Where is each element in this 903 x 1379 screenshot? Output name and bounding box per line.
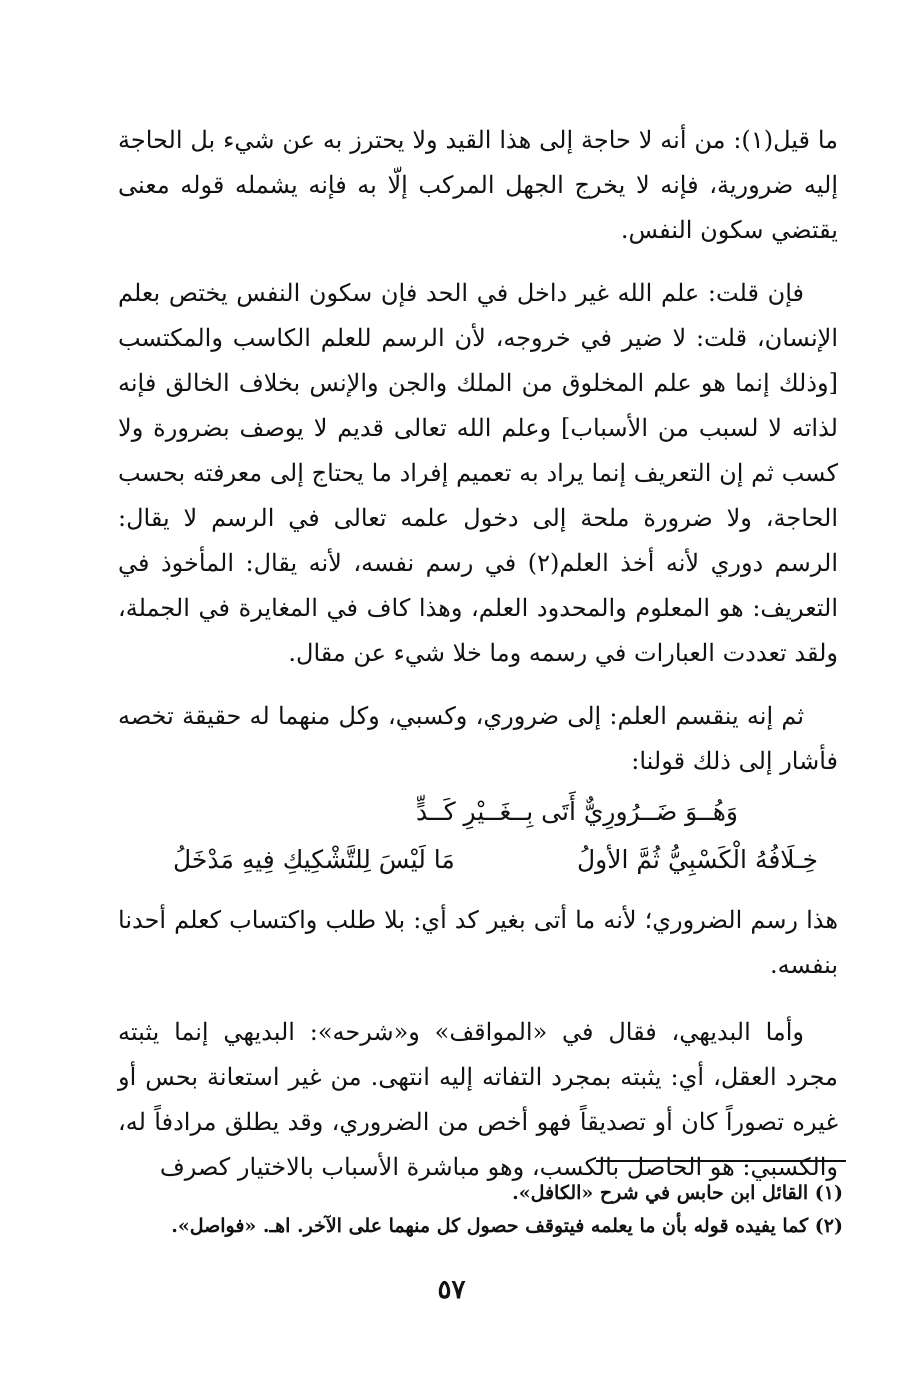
verse-line-2-left: مَا لَيْسَ لِلتَّشْكِيكِ فِيهِ مَدْخَلُ	[173, 845, 455, 874]
paragraph-4: هذا رسم الضروري؛ لأنه ما أتى بغير كد أي: بلا طلب واكتساب كعلم أحدنا بنفسه.	[118, 906, 838, 979]
paragraph-2: فإن قلت: علم الله غير داخل في الحد فإن سكون النفس يختص بعلم الإنسان، قلت: لا ضير في خروجه، لأن الرسم للعلم الكاسب والمكتسب [وذلك إنما هو علم المخلوق من الملك والجن والإنس بخلاف الخالق فإنه لذاته لا لسبب من الأسباب] وعلم الله تعالى قديم لا يوصف بضرورة ولا كسب ثم إن التعريف إنما يراد به تعميم إفراد ما يحتاج إلى معرفته بحسب الحاجة، ولا ضرورة ملحة إلى دخول علمه تعالى في الرسم لا يقال: الرسم دوري لأنه أخذ العلم(٢) في رسم نفسه، لأنه يقال: المأخوذ في التعريف: هو المعلوم والمحدود العلم، وهذا كاف في المغايرة في الجملة، ولقد تعددت العبارات في رسمه وما خلا شيء عن مقال.	[118, 279, 839, 667]
footnotes	[120, 1177, 843, 1243]
verse-block	[118, 788, 838, 884]
verse-line-1	[118, 788, 838, 836]
paragraph-3: ثم إنه ينقسم العلم: إلى ضروري، وكسبي، وكل منهما له حقيقة تخصه فأشار إلى ذلك قولنا:	[118, 702, 838, 775]
paragraph-1: ما قيل(١): من أنه لا حاجة إلى هذا القيد ولا يحترز به عن شيء بل الحاجة إليه ضرورية، فإنه لا يخرج الجهل المركب إلّا به فإنه يشمله قوله معنى يقتضي سكون النفس.	[118, 126, 838, 244]
footnote-divider	[596, 1160, 846, 1162]
footnote-1: (١) القائل ابن حابس في شرح «الكافل».	[512, 1182, 843, 1204]
main-text	[118, 118, 838, 1208]
footnote-2: (٢) كما يفيده قوله بأن ما يعلمه فيتوقف حصول كل منهما على الآخر. اهـ. «فواصل».	[171, 1215, 843, 1237]
verse-line-1-text: وَهُــوَ ضَــرُورِيٌّ أَتَى بِــغَــيْرِ كَــدٍّ	[415, 797, 738, 826]
verse-line-2-right: خِـلَافُهُ الْكَسْبِيُّ ثُمَّ الأولُ	[577, 845, 818, 874]
verse-line-2	[118, 836, 838, 884]
paragraph-5: وأما البديهي، فقال في «المواقف» و«شرحه»: البديهي إنما يثبته مجرد العقل، أي: يثبته بمجرد التفاته إليه انتهى. من غير استعانة بحس أو غيره تصوراً كان أو تصديقاً فهو أخص من الضروري، وقد يطلق مرادفاً له، والكسبي: هو الحاصل بالكسب، وهو مباشرة الأسباب بالاختيار كصرف	[118, 1018, 838, 1181]
page-number: ٥٧	[437, 1275, 466, 1305]
